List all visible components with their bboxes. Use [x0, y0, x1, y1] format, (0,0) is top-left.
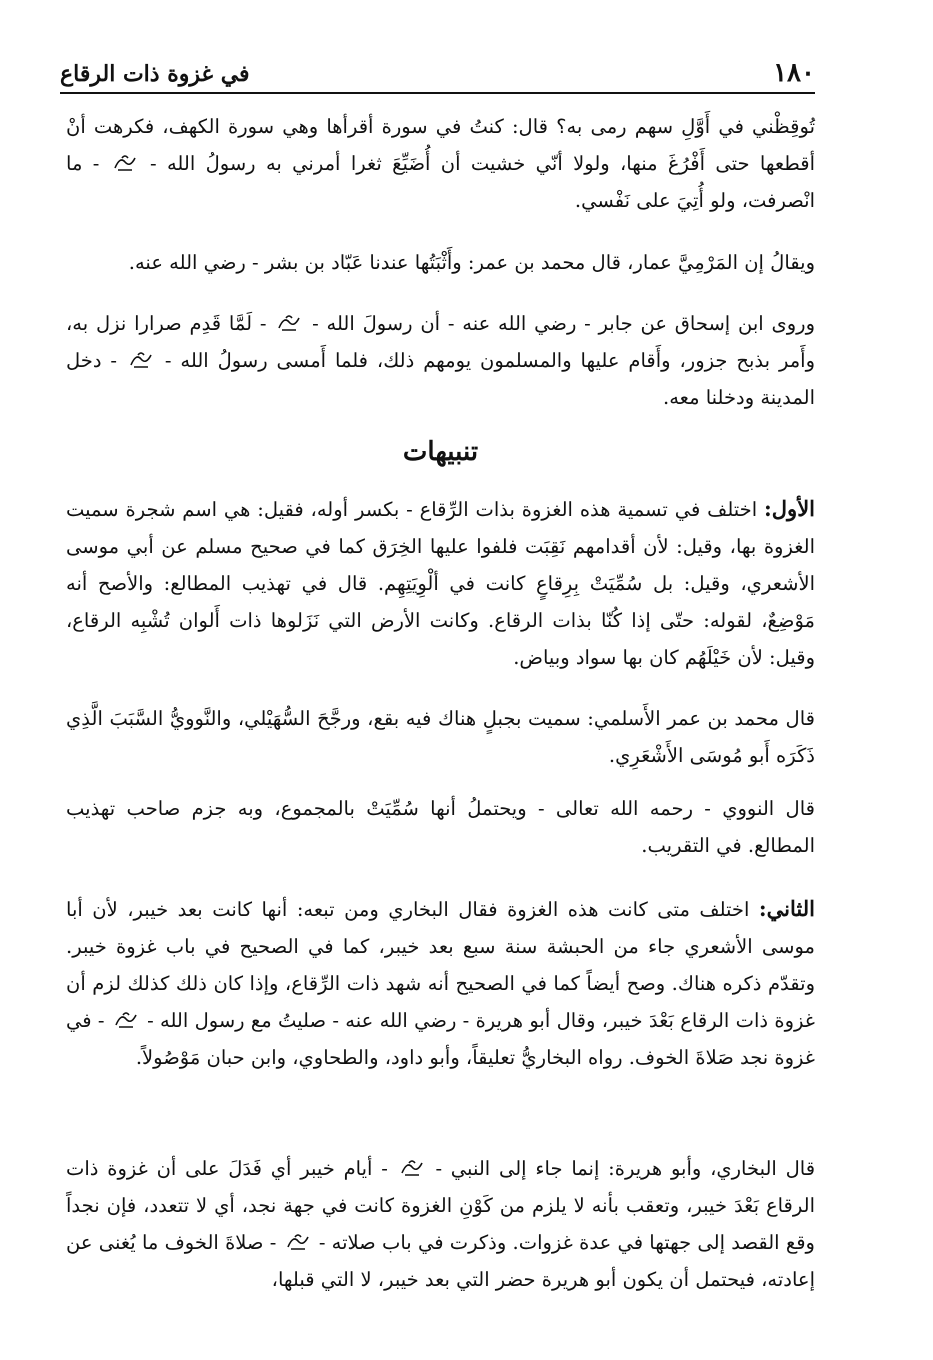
paragraph-7-lead: الثاني: [758, 896, 815, 921]
page-number: ١٨٠ [773, 58, 815, 88]
paragraph-4 [66, 490, 815, 676]
paragraph-5 [66, 700, 815, 774]
paragraph-4-lead: الأول: [764, 496, 816, 521]
paragraph-1 [66, 108, 815, 219]
paragraph-3-part-c: - دخل المدينة ودخلنا معه. [66, 349, 815, 409]
paragraph-4-text: اختلف في تسمية هذه الغزوة بذات الرِّقاع - بكسر أوله، فقيل: هي اسم شجرة سميت الغزوة بها، وقيل: لأن أقدامهم نَقِبَت فلفوا عليها الخِرَق كما في صحيح مسلم عن أبي موسى الأشعري، وقيل: بل سُمِّيَتْ بِرِقاعٍ كانت في ألْوِيَتِهِم. قال في تهذيب المطالع: والأصح أنه مَوْضِعٌ، لقوله: حتّى إذا كُنّا بذات الرقاع. وكانت الأرض التي نَزَلوها ذات أَلوان تُشْبِه الرقاع، وقيل: لأن خَيْلَهُم كان بها سواد وبياض. [66, 498, 815, 669]
paragraph-7-part-a: اختلف متى كانت هذه الغزوة فقال البخاري ومن تبعه: أنها كانت بعد خيبر، لأن أبا موسى الأشعري جاء من الحبشة سنة سبع بعد خيبر، كما في الصحيح في باب غزوة خيبر. وتقدّم ذكره هناك. وصح أيضاً كما في الصحيح أنه شهد ذات الرِّقاع، وإذا كان ذلك كذلك لزم أن غزوة ذات الرقاع بَعْدَ خيبر، وقال أبو هريرة - رضي الله عنه - صليتُ مع رسول الله - [66, 898, 816, 1032]
paragraph-3 [66, 305, 815, 416]
paragraph-1-part-a: تُوقِظْني في أَوَّلِ سهم رمى به؟ قال: كنتُ في سورة أقرأها وهي سورة الكهف، فكرهت أنْ أقطعها حتى أَفْرُغَ منها، ولولا أنّي خشيت أن أُضَيِّعَ ثغرا أمرني به رسولُ الله - [66, 115, 816, 175]
paragraph-8-part-a: قال البخاري، وأبو هريرة: إنما جاء إلى النبي - [435, 1157, 816, 1180]
paragraph-8-part-c: - صلاةَ الخوف ما يُغنى عن إعادته، فيحتمل أن يكون أبو هريرة حضر التي بعد خيبر، لا التي قبلها، [66, 1231, 815, 1291]
paragraph-3-part-b: - لَمَّا قَدِم صرارا نزل به، وأَمر بذبح جزور، وأَقام عليها والمسلمون يومهم ذلك، فلما أَمسى رسولُ الله - [66, 312, 816, 372]
header-rule [60, 92, 815, 94]
paragraph-2 [66, 244, 815, 281]
salawat-ligature-icon [112, 149, 138, 171]
paragraph-1-part-b: - ما انْصرفت، ولو أُتِيَ على نَفْسي. [66, 152, 815, 212]
salawat-ligature-icon [285, 1228, 311, 1250]
paragraph-8 [66, 1150, 815, 1298]
paragraph-6-text: قال النووي - رحمه الله تعالى - ويحتملُ أنها سُمِّيَتْ بالمجموع، وبه جزم صاحب تهذيب المطالع. في التقريب. [66, 797, 815, 857]
paragraph-5-text: قال محمد بن عمر الأَسلمي: سميت بجبلٍ هناك فيه بقع، ورجَّحَ السُّهَيْلي، والنَّوويُّ السَّبَبَ الَّذِي ذَكَرَه أَبو مُوسَى الأَشْعَرِي. [66, 707, 815, 767]
paragraph-7 [66, 890, 815, 1076]
paragraph-6 [66, 790, 815, 864]
paragraph-3-part-a: وروى ابن إسحاق عن جابر - رضي الله عنه - أن رسولَ الله - [312, 312, 816, 335]
salawat-ligature-icon [113, 1006, 139, 1028]
salawat-ligature-icon [128, 346, 154, 368]
paragraph-7-part-b: - في غزوة نجد صَلاةَ الخوف. رواه البخاريُّ تعليقاً، وأبو داود، والطحاوي، وابن حبان مَوْصُولاً. [66, 1009, 815, 1069]
paragraph-8-part-b: - أيام خيبر أي فَدَلَ على أن غزوة ذات الرقاع بَعْدَ خيبر، وتعقب بأنه لا يلزم من كَوْنِ الغزوة كانت في جهة نجد، أي لا تتعدد، فإن نجداً وقع القصد إلى جهتها في عدة غزوات. وذكرت في باب صلاته - [66, 1157, 815, 1254]
paragraph-2-text: ويقالُ إن المَرْمِيَّ عمار، قال محمد بن عمر: وأَثْبَتُها عندنا عَبّاد بن بشر - رضي الله عنه. [128, 251, 815, 274]
running-title: في غزوة ذات الرقاع [60, 61, 250, 87]
section-heading: تنبيهات [402, 437, 479, 467]
page-header [60, 58, 815, 92]
salawat-ligature-icon [276, 309, 302, 331]
salawat-ligature-icon [399, 1154, 425, 1176]
